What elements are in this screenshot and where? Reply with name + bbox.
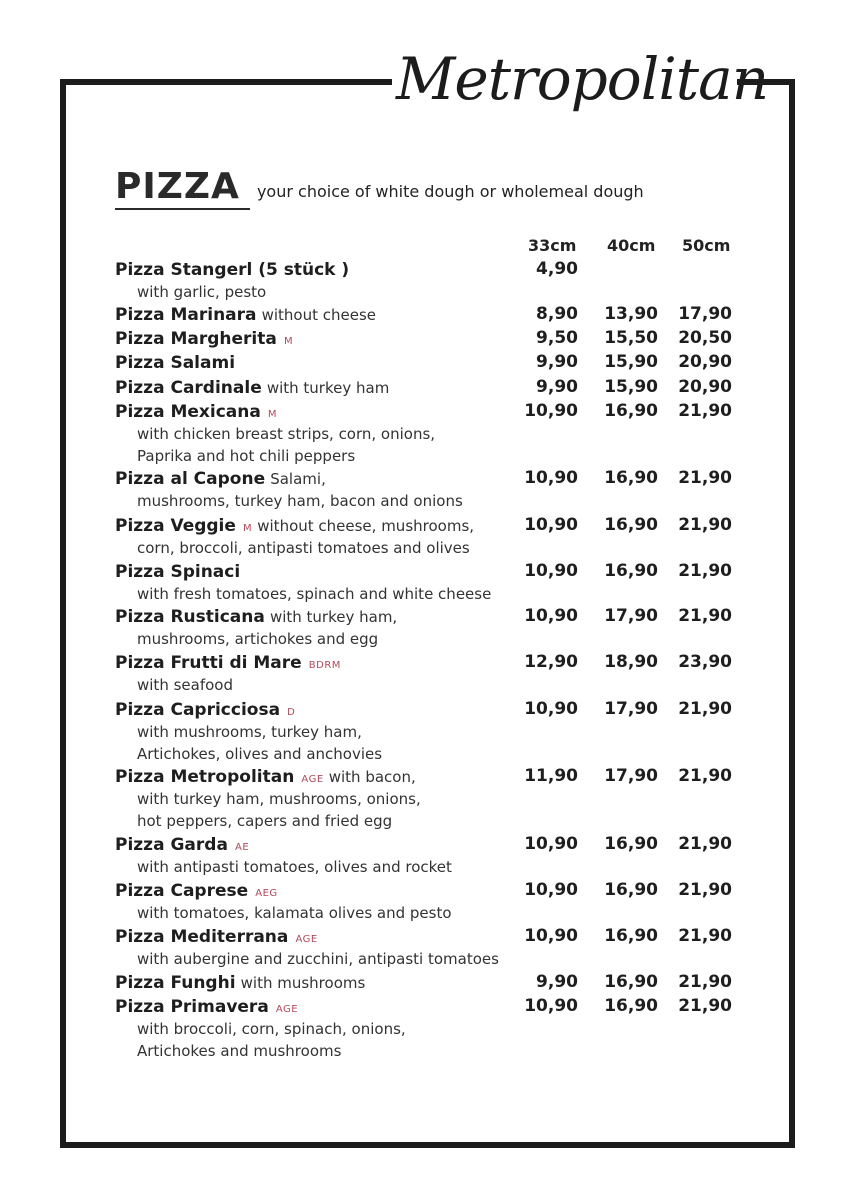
item-price-33cm: 10,90 <box>524 834 578 854</box>
menu-item-line <box>115 833 735 856</box>
item-price-40cm: 16,90 <box>604 996 658 1016</box>
size-header-33: 33cm <box>528 236 577 255</box>
item-allergens: AEG <box>255 888 278 899</box>
item-allergens: AE <box>235 842 250 853</box>
item-price-40cm: 13,90 <box>604 304 658 324</box>
item-description: with turkey ham <box>266 379 390 397</box>
item-price-50cm: 20,90 <box>678 377 732 397</box>
menu-item <box>115 651 735 696</box>
menu-item <box>115 514 735 559</box>
item-description: Salami, <box>270 470 326 488</box>
menu-item-line <box>115 879 735 902</box>
item-allergens: AGE <box>295 934 318 945</box>
item-description: with turkey ham, <box>269 608 398 626</box>
menu-item <box>115 351 735 374</box>
item-price-33cm: 9,90 <box>536 972 578 992</box>
menu-item-line <box>115 400 735 423</box>
menu-item <box>115 698 735 765</box>
item-price-40cm: 16,90 <box>604 880 658 900</box>
item-description-line: with aubergine and zucchini, antipasti tomatoes <box>137 950 499 968</box>
item-price-50cm: 17,90 <box>678 304 732 324</box>
item-name: Pizza Margherita <box>115 329 277 349</box>
item-allergens: M <box>283 336 294 347</box>
item-price-50cm: 21,90 <box>678 880 732 900</box>
item-description: without cheese, mushrooms, <box>257 517 475 535</box>
item-price-33cm: 10,90 <box>524 996 578 1016</box>
item-price-40cm: 15,90 <box>604 377 658 397</box>
item-price-40cm: 16,90 <box>604 515 658 535</box>
item-description-line: Artichokes and mushrooms <box>137 1042 342 1060</box>
item-price-40cm: 18,90 <box>604 652 658 672</box>
size-header-40: 40cm <box>607 236 656 255</box>
item-price-50cm: 20,90 <box>678 352 732 372</box>
item-price-33cm: 10,90 <box>524 515 578 535</box>
item-price-33cm: 10,90 <box>524 401 578 421</box>
item-price-50cm: 21,90 <box>678 972 732 992</box>
item-name: Pizza Salami <box>115 353 236 373</box>
item-description-line: with turkey ham, mushrooms, onions, <box>137 790 421 808</box>
menu-item-line <box>115 698 735 721</box>
menu-item <box>115 879 735 924</box>
item-name: Pizza Veggie <box>115 516 236 536</box>
item-price-50cm: 21,90 <box>678 996 732 1016</box>
menu-item-line <box>115 467 735 490</box>
item-name: Pizza Garda <box>115 835 228 855</box>
menu-item <box>115 400 735 467</box>
menu-item-line <box>115 376 735 399</box>
item-description: with bacon, <box>328 768 416 786</box>
menu-item-line <box>115 765 735 788</box>
item-allergens: D <box>287 707 296 718</box>
brand-logo: Metropolitan <box>396 45 769 113</box>
item-price-50cm: 21,90 <box>678 468 732 488</box>
item-price-40cm: 16,90 <box>604 834 658 854</box>
menu-item-line <box>115 605 735 628</box>
item-price-40cm: 15,50 <box>604 328 658 348</box>
menu-item-line <box>115 995 735 1018</box>
item-name: Pizza Metropolitan <box>115 767 295 787</box>
item-allergens: BDRM <box>308 660 341 671</box>
item-price-50cm: 21,90 <box>678 401 732 421</box>
menu-item-line <box>115 303 735 326</box>
item-description-line: Artichokes, olives and anchovies <box>137 745 383 763</box>
item-price-40cm: 16,90 <box>604 972 658 992</box>
menu-item <box>115 327 735 350</box>
menu-item-line <box>115 560 735 583</box>
menu-item-line <box>115 971 735 994</box>
item-name: Pizza al Capone <box>115 469 266 489</box>
item-description-line: hot peppers, capers and fried egg <box>137 812 393 830</box>
menu-item <box>115 605 735 650</box>
item-description-line: with tomatoes, kalamata olives and pesto <box>137 904 452 922</box>
item-price-40cm: 16,90 <box>604 401 658 421</box>
item-description-line: corn, broccoli, antipasti tomatoes and olives <box>137 539 470 557</box>
item-name: Pizza Primavera <box>115 997 269 1017</box>
item-price-40cm: 17,90 <box>604 606 658 626</box>
item-price-33cm: 4,90 <box>536 259 578 279</box>
item-price-40cm: 16,90 <box>604 468 658 488</box>
menu-item <box>115 376 735 399</box>
item-price-33cm: 11,90 <box>524 766 578 786</box>
item-price-33cm: 9,50 <box>536 328 578 348</box>
item-price-33cm: 10,90 <box>524 561 578 581</box>
item-price-40cm: 17,90 <box>604 699 658 719</box>
item-allergens: AGE <box>275 1004 299 1015</box>
item-description: with mushrooms <box>240 974 366 992</box>
section-title: PIZZA <box>115 166 250 210</box>
menu-item <box>115 995 735 1062</box>
item-price-33cm: 10,90 <box>524 699 578 719</box>
menu-item <box>115 560 735 605</box>
item-name: Pizza Capricciosa <box>115 700 281 720</box>
menu-item-line <box>115 651 735 674</box>
item-name: Pizza Stangerl (5 stück ) <box>115 260 350 280</box>
item-allergens: AGE <box>301 774 324 785</box>
item-allergens: M <box>243 523 253 534</box>
item-price-40cm: 16,90 <box>604 561 658 581</box>
item-price-50cm: 20,50 <box>678 328 732 348</box>
item-price-33cm: 8,90 <box>536 304 578 324</box>
item-name: Pizza Funghi <box>115 973 236 993</box>
item-price-33cm: 10,90 <box>524 468 578 488</box>
item-price-33cm: 9,90 <box>536 352 578 372</box>
menu-item <box>115 971 735 994</box>
item-price-50cm: 21,90 <box>678 834 732 854</box>
item-description-line: with chicken breast strips, corn, onions, <box>137 425 436 443</box>
item-name: Pizza Rusticana <box>115 607 265 627</box>
item-name: Pizza Mediterrana <box>115 927 289 947</box>
item-allergens: M <box>267 409 278 420</box>
item-price-33cm: 10,90 <box>524 926 578 946</box>
item-price-50cm: 21,90 <box>678 515 732 535</box>
menu-item-line <box>115 327 735 350</box>
menu-item-line <box>115 925 735 948</box>
item-price-50cm: 21,90 <box>678 766 732 786</box>
item-price-40cm: 16,90 <box>604 926 658 946</box>
item-price-50cm: 21,90 <box>678 561 732 581</box>
item-price-33cm: 10,90 <box>524 880 578 900</box>
menu-item <box>115 925 735 970</box>
item-description-line: with fresh tomatoes, spinach and white cheese <box>137 585 492 603</box>
item-price-50cm: 21,90 <box>678 699 732 719</box>
menu-item <box>115 303 735 326</box>
item-price-40cm: 15,90 <box>604 352 658 372</box>
item-price-50cm: 21,90 <box>678 926 732 946</box>
item-name: Pizza Caprese <box>115 881 249 901</box>
item-price-33cm: 12,90 <box>524 652 578 672</box>
item-description-line: mushrooms, artichokes and egg <box>137 630 379 648</box>
section-subtitle: your choice of white dough or wholemeal dough <box>256 182 644 201</box>
item-description-line: with seafood <box>137 676 233 694</box>
item-name: Pizza Frutti di Mare <box>115 653 302 673</box>
item-price-33cm: 9,90 <box>536 377 578 397</box>
menu-item-line <box>115 258 735 281</box>
item-description-line: with broccoli, corn, spinach, onions, <box>137 1020 406 1038</box>
section-heading <box>115 166 644 210</box>
item-description-line: mushrooms, turkey ham, bacon and onions <box>137 492 463 510</box>
menu-item <box>115 467 735 512</box>
item-name: Pizza Cardinale <box>115 378 262 398</box>
menu-item-line <box>115 351 735 374</box>
item-description-line: with antipasti tomatoes, olives and rocket <box>137 858 452 876</box>
item-price-50cm: 21,90 <box>678 606 732 626</box>
item-price-40cm: 17,90 <box>604 766 658 786</box>
item-price-50cm: 23,90 <box>678 652 732 672</box>
item-description-line: Paprika and hot chili peppers <box>137 447 356 465</box>
menu-item-line <box>115 514 735 537</box>
item-name: Pizza Mexicana <box>115 402 261 422</box>
item-description-line: with mushrooms, turkey ham, <box>137 723 362 741</box>
menu-item <box>115 765 735 832</box>
item-description: without cheese <box>261 306 377 324</box>
item-price-33cm: 10,90 <box>524 606 578 626</box>
menu-item <box>115 258 735 303</box>
menu-item <box>115 833 735 878</box>
item-name: Pizza Marinara <box>115 305 257 325</box>
size-header-50: 50cm <box>682 236 731 255</box>
item-description-line: with garlic, pesto <box>137 283 267 301</box>
item-name: Pizza Spinaci <box>115 562 241 582</box>
